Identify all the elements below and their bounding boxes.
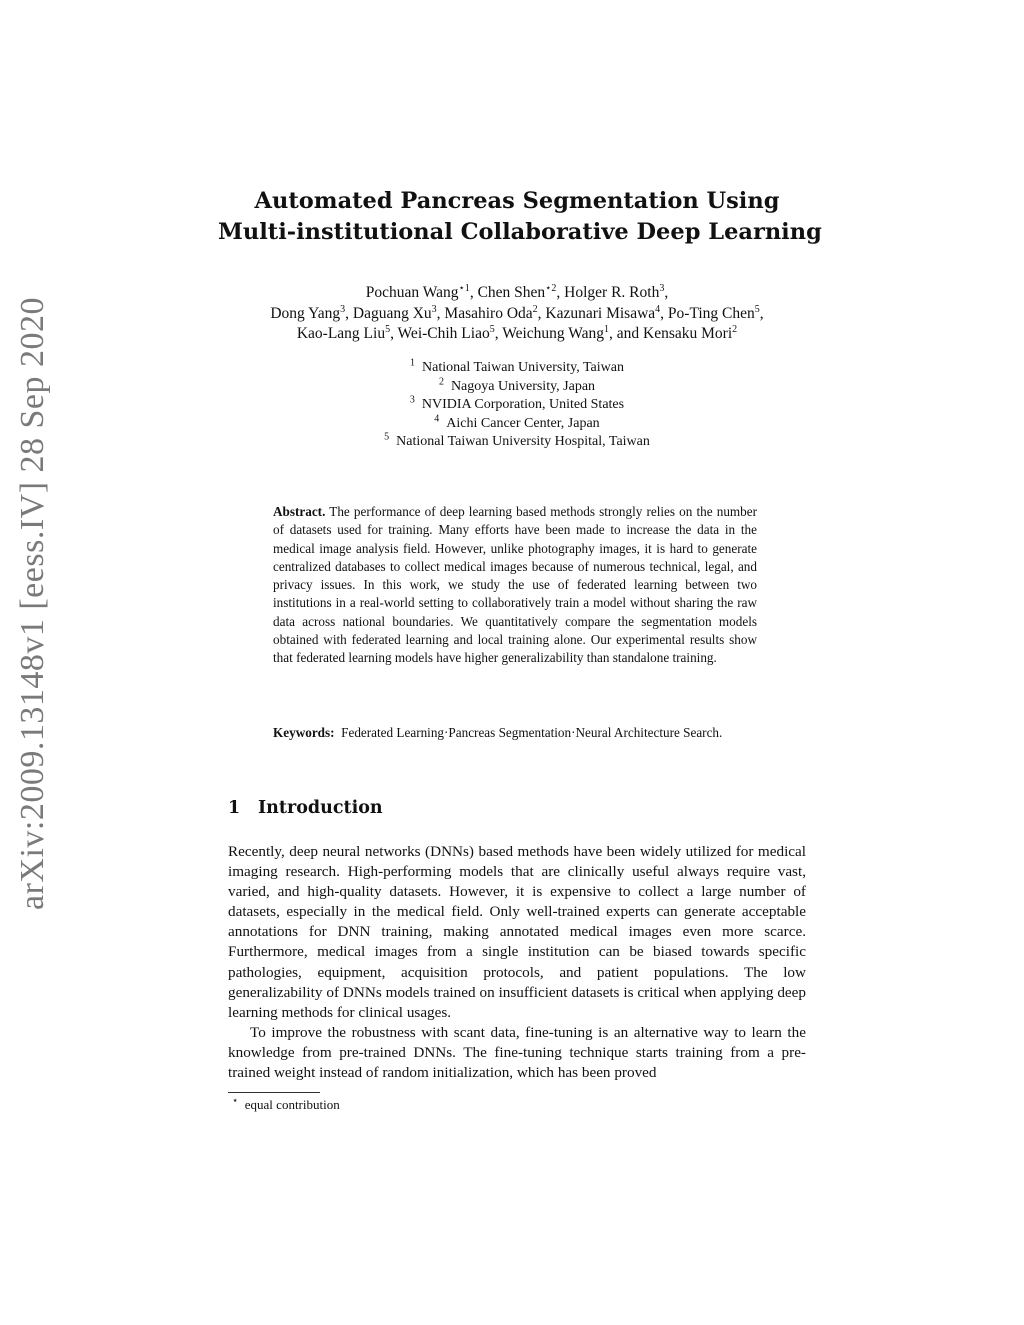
affiliation-mark: 1 <box>410 357 416 369</box>
author-line-2 <box>218 304 816 325</box>
affiliation-name: National Taiwan University Hospital, Taiwan <box>396 434 650 449</box>
author-line-1-text: Pochuan Wang$^{⋆1}$, Chen Shen$^{⋆2}$, Holger R. Roth$^3$, <box>365 282 669 301</box>
affiliation-name: Nagoya University, Japan <box>450 378 596 394</box>
footnote-mark: ⋆ <box>232 1095 239 1107</box>
affiliation-mark: 5 <box>384 431 390 443</box>
author-line-2-text: Dong Yang$^3$, Daguang Xu$^3$, Masahiro Oda$^2$, Kazunari Misawa$^4$, Po-Ting Chen$^5$, <box>270 303 764 322</box>
keywords-label: Keywords: <box>273 725 335 740</box>
introduction-body <box>228 842 806 1083</box>
title-line-2: Multi-institutional Collaborative Deep Learning <box>218 219 822 245</box>
affiliation-name: Aichi Cancer Center, Japan <box>446 415 600 431</box>
title-line-1: Automated Pancreas Segmentation Using <box>254 188 780 214</box>
abstract-label: Abstract. <box>273 504 326 519</box>
paragraph: Recently, deep neural networks (DNNs) based methods have been widely utilized for medical imaging research. High-performing models that are clinically useful always require vast, varied, and high-quality datasets. However, it is expensive to collect a large number of datasets, especially in the medical field. Only well-trained experts can generate acceptable annotations for DNN training, making annotated medical images even more scarce. Furthermore, medical images from a single institution can be biased towards specific pathologies, equipment, acquisition protocols, and patient populations. The low generalizability of DNNs models trained on insufficient datasets is critical when applying deep learning methods for clinical usages. <box>228 843 806 1021</box>
affiliation-name: National Taiwan University, Taiwan <box>422 360 624 375</box>
author-list <box>218 283 816 345</box>
affiliation-item <box>228 375 806 397</box>
section-heading-introduction <box>228 796 383 820</box>
abstract <box>273 503 757 668</box>
affiliation-name: NVIDIA Corporation, United States <box>421 397 625 412</box>
footnote-divider <box>228 1092 320 1093</box>
affiliation-list <box>228 359 806 452</box>
paragraph: To improve the robustness with scant data, fine-tuning is an alternative way to learn the knowledge from pre-trained DNNs. The fine-tuning technique starts training from a pre-trained weight instead of random initialization, which has been proved <box>228 1023 806 1082</box>
affiliation-mark: 4 <box>434 412 440 424</box>
author-line-3 <box>218 324 816 345</box>
affiliation-item <box>228 396 806 415</box>
author-line-1 <box>218 283 816 304</box>
author-line-3-text: Kao-Lang Liu$^5$, Wei-Chih Liao$^5$, Weichung Wang$^1$, and Kensaku Mori$^2$ <box>296 323 738 342</box>
affiliation-mark: 2 <box>438 375 444 387</box>
paper-title <box>218 186 822 248</box>
affiliation-item <box>228 433 806 452</box>
section-number: 1 <box>228 798 241 818</box>
affiliation-mark: 3 <box>409 394 415 406</box>
keywords <box>273 724 757 742</box>
keywords-text: Federated Learning·Pancreas Segmentation·Neural Architecture Search. <box>341 725 723 740</box>
affiliation-item <box>228 359 806 378</box>
affiliation-item <box>228 412 806 434</box>
section-title: Introduction <box>258 798 383 818</box>
footnote <box>228 1096 340 1114</box>
arxiv-identifier-stamp: arXiv:2009.13148v1 [eess.IV] 28 Sep 2020 <box>14 296 51 910</box>
abstract-text: The performance of deep learning based methods strongly relies on the number of datasets used for training. Many efforts have been made to increase the data in the medical image analysis field. However, unlike photography images, it is hard to generate centralized databases to collect medical images because of numerous technical, legal, and privacy issues. In this work, we study the use of federated learning between two institutions in a real-world setting to collaboratively train a model without sharing the raw data across national boundaries. We quantitatively compare the segmentation models obtained with federated learning and local training alone. Our experimental results show that federated learning models have higher generalizability than standalone training. <box>273 504 758 666</box>
footnote-text: equal contribution <box>244 1097 340 1112</box>
